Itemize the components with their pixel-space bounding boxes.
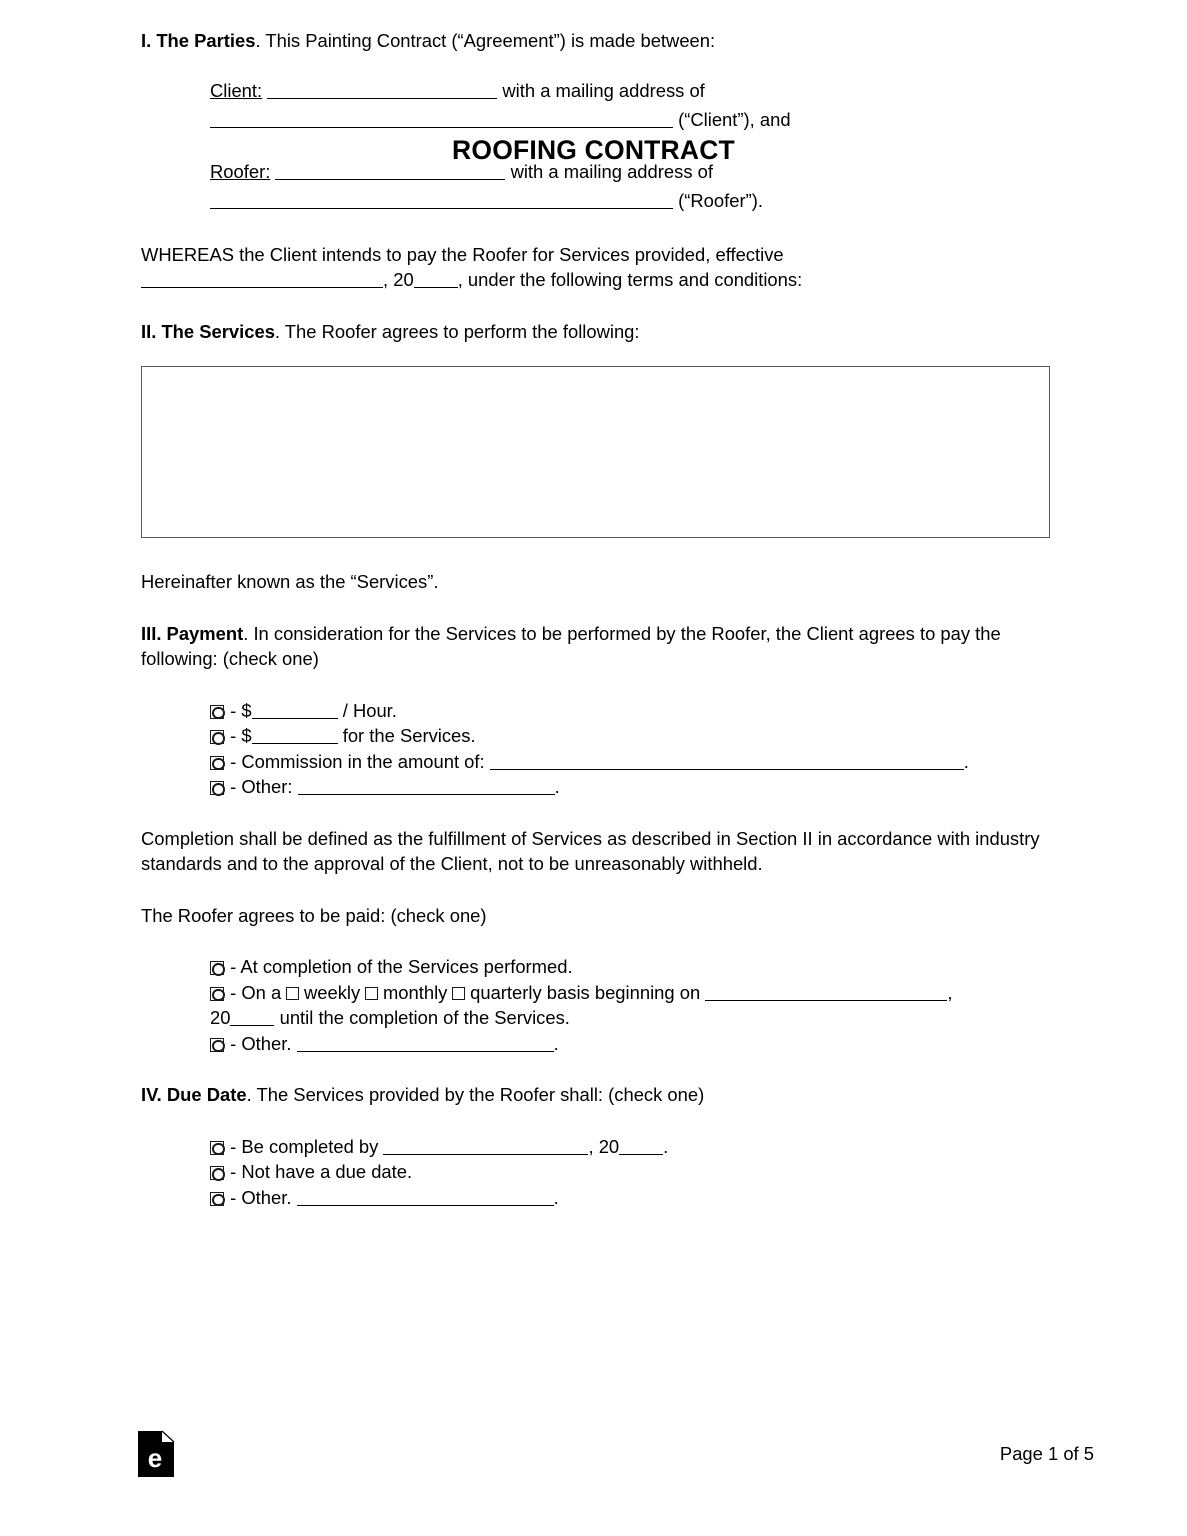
payment-option-hourly-tail: / Hour.: [342, 699, 397, 721]
roofer-address-blank[interactable]: [210, 193, 673, 209]
payment-option-flat: [210, 723, 1050, 749]
schedule-recurring-prefix: - On a: [230, 981, 282, 1003]
checkbox-icon[interactable]: [210, 1038, 224, 1052]
payment-option-commission-prefix: - Commission in the amount of:: [230, 750, 485, 772]
checkbox-icon[interactable]: [210, 705, 224, 719]
document-icon: [136, 1429, 176, 1479]
roofer-label: Roofer:: [210, 160, 271, 182]
payment-option-other: [210, 774, 1050, 800]
section-parties-intro: [141, 28, 1050, 54]
section-services-intro: [141, 319, 1050, 345]
checkbox-icon[interactable]: [210, 1192, 224, 1206]
whereas-year-prefix: , 20: [383, 269, 414, 290]
payment-option-commission-tail: .: [963, 750, 969, 772]
checkbox-icon[interactable]: [210, 1166, 224, 1180]
client-label: Client:: [210, 79, 263, 101]
payment-flat-amount-blank[interactable]: [252, 728, 338, 744]
eforms-logo: [136, 1429, 176, 1479]
roofer-block: [210, 157, 1050, 216]
logo-letter: e: [147, 1443, 163, 1473]
schedule-other-blank[interactable]: [297, 1036, 554, 1052]
whereas-paragraph: [141, 242, 1050, 293]
whereas-year-blank[interactable]: [414, 272, 458, 288]
due-date-completed-by-label: - Be completed by: [230, 1135, 379, 1157]
schedule-monthly-label: monthly: [382, 981, 448, 1003]
page-title: ROOFING CONTRACT: [452, 135, 735, 165]
checkbox-icon[interactable]: [210, 987, 224, 1001]
due-date-option-none: [210, 1159, 1050, 1185]
schedule-begin-date-blank[interactable]: [705, 985, 947, 1001]
payment-option-other-prefix: - Other:: [230, 776, 293, 797]
roofer-name-blank[interactable]: [275, 164, 505, 180]
payment-option-hourly-prefix: - $: [230, 699, 252, 721]
payment-hourly-amount-blank[interactable]: [252, 703, 338, 719]
client-mailing-text: with a mailing address of: [502, 79, 705, 101]
whereas-line-1: WHEREAS the Client intends to pay the Roofer for Services provided, effective: [141, 243, 784, 265]
checkbox-monthly-icon[interactable]: [365, 987, 378, 1000]
checkbox-icon[interactable]: [210, 1141, 224, 1155]
page-footer: [0, 1428, 1187, 1498]
document-body: [141, 0, 1050, 1210]
section-payment-heading: III. Payment: [141, 622, 244, 644]
schedule-recurring-tail: until the completion of the Services.: [279, 1007, 570, 1028]
due-date-other-blank[interactable]: [297, 1190, 554, 1206]
payment-option-hourly: [210, 698, 1050, 724]
schedule-option-at-completion: [210, 954, 1050, 980]
whereas-tail: , under the following terms and conditions:: [457, 269, 803, 290]
due-date-completed-tail: .: [663, 1135, 669, 1157]
section-due-date-intro-text: . The Services provided by the Roofer shall: (check one): [246, 1084, 705, 1105]
schedule-quarterly-label: quarterly: [470, 981, 542, 1003]
roofer-line-1: [210, 157, 1050, 187]
client-line-1: [210, 76, 1050, 106]
payment-option-commission: [210, 749, 1050, 775]
due-date-date-blank[interactable]: [383, 1139, 588, 1155]
section-due-date-intro: [141, 1082, 1050, 1108]
schedule-option-other: [210, 1031, 1050, 1057]
page-number: Page 1 of 5: [999, 1443, 1094, 1464]
hereinafter-text: Hereinafter known as the “Services”.: [141, 571, 439, 592]
payment-commission-blank[interactable]: [490, 754, 964, 770]
schedule-other-label: - Other.: [230, 1032, 292, 1054]
schedule-recurring-comma: ,: [947, 981, 953, 1003]
schedule-at-completion-label: - At completion of the Services performed.: [230, 956, 573, 977]
payment-other-blank[interactable]: [298, 779, 555, 795]
payment-options-list: [210, 698, 1050, 800]
checkbox-icon[interactable]: [210, 730, 224, 744]
completion-definition-paragraph: Completion shall be defined as the fulfillment of Services as described in Section II in accordance with industry standards and to the approval of the Client, not to be unreasonably withheld.: [141, 827, 1040, 874]
schedule-begin-year-blank[interactable]: [230, 1010, 274, 1026]
section-due-date-heading: IV. Due Date: [141, 1084, 247, 1105]
whereas-date-blank[interactable]: [141, 272, 383, 288]
client-line-2: [210, 105, 1050, 135]
due-date-option-completed-by: [210, 1134, 1050, 1160]
due-date-year-prefix: , 20: [588, 1135, 620, 1157]
roofer-line-2: [210, 186, 1050, 216]
due-date-options-list: [210, 1134, 1050, 1211]
payment-option-flat-tail: for the Services.: [342, 725, 476, 746]
schedule-weekly-label: weekly: [303, 981, 361, 1003]
roofer-mailing-text: with a mailing address of: [510, 160, 713, 182]
client-address-blank[interactable]: [210, 112, 673, 128]
paid-schedule-intro: The Roofer agrees to be paid: (check one): [141, 904, 487, 926]
section-services-heading: II. The Services: [141, 320, 275, 342]
roofer-suffix-text: (“Roofer”).: [678, 190, 763, 211]
client-suffix-text: (“Client”), and: [678, 109, 791, 130]
section-payment-intro: [141, 621, 1050, 672]
schedule-option-recurring: [210, 980, 1050, 1031]
services-description-box[interactable]: [141, 366, 1050, 538]
checkbox-icon[interactable]: [210, 961, 224, 975]
payment-schedule-list: [210, 954, 1050, 1056]
schedule-other-tail: .: [553, 1032, 559, 1054]
section-parties-intro-text: . This Painting Contract (“Agreement”) is made between:: [255, 30, 716, 51]
due-date-option-other: [210, 1185, 1050, 1211]
due-date-other-label: - Other.: [230, 1186, 292, 1208]
section-parties-heading: I. The Parties: [141, 30, 256, 51]
section-payment-intro-text: . In consideration for the Services to be performed by the Roofer, the Client agrees to pay the following: (check one): [141, 622, 1001, 669]
schedule-recurring-year-prefix: 20: [210, 1007, 231, 1028]
schedule-recurring-mid: basis beginning on: [546, 981, 701, 1003]
client-name-blank[interactable]: [267, 83, 497, 99]
checkbox-icon[interactable]: [210, 781, 224, 795]
section-services-intro-text: . The Roofer agrees to perform the following:: [274, 320, 640, 342]
payment-option-flat-prefix: - $: [230, 725, 252, 746]
due-date-other-tail: .: [553, 1186, 559, 1208]
client-block: [210, 76, 1050, 135]
checkbox-quarterly-icon[interactable]: [452, 987, 465, 1000]
checkbox-weekly-icon[interactable]: [286, 987, 299, 1000]
checkbox-icon[interactable]: [210, 756, 224, 770]
due-date-year-blank[interactable]: [619, 1139, 663, 1155]
due-date-none-label: - Not have a due date.: [230, 1161, 413, 1182]
payment-option-other-tail: .: [554, 776, 560, 797]
